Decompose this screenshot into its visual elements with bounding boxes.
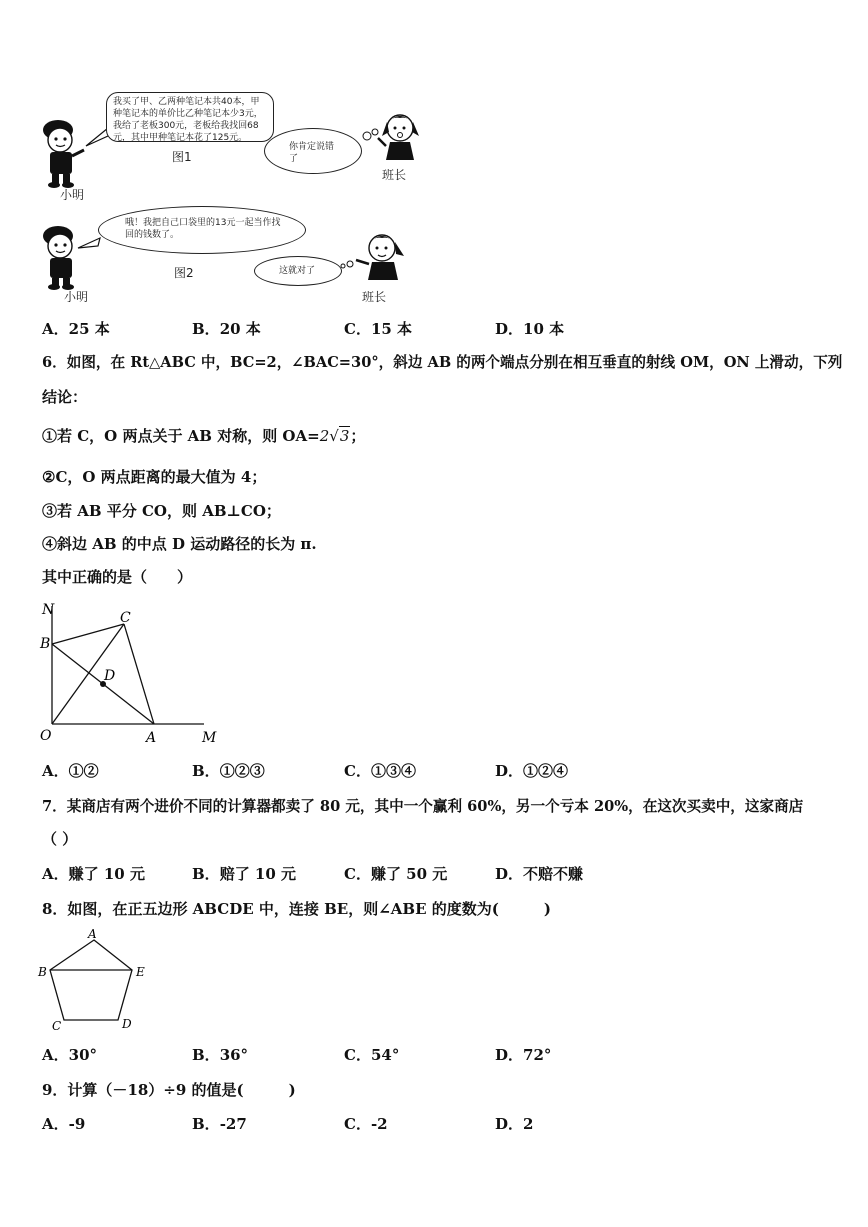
figure-caption-1: 图1 bbox=[172, 150, 192, 164]
q8-stem: 8．如图，在正五边形 ABCDE 中，连接 BE，则∠ABE 的度数为( ) bbox=[42, 900, 551, 918]
label-b: B bbox=[38, 965, 47, 979]
q7-stem-line2: （ ） bbox=[42, 830, 78, 848]
q8-option-b[interactable]: B．36° bbox=[192, 1046, 249, 1064]
label-n: N bbox=[42, 602, 55, 618]
banzhang-thought-bubble-1 bbox=[264, 128, 362, 174]
q6-stem-line2: 结论： bbox=[42, 388, 88, 406]
xiaoming-label-2: 小明 bbox=[64, 290, 89, 304]
q6-option-a[interactable]: A．①② bbox=[42, 762, 99, 780]
xiaoming-speech-bubble-2 bbox=[98, 206, 306, 254]
xiaoming-speech-bubble-1 bbox=[106, 92, 274, 142]
q5-option-c[interactable]: C．15 本 bbox=[344, 320, 413, 338]
q9-option-a[interactable]: A．-9 bbox=[42, 1115, 86, 1133]
q6-ask: 其中正确的是（ ） bbox=[42, 568, 193, 586]
sqrt-symbol: √3 bbox=[329, 427, 350, 445]
label-d: D bbox=[104, 668, 116, 684]
banzhang-reply-text-1: 你肯定说错了 bbox=[289, 142, 335, 164]
pentagon-abcde bbox=[50, 940, 132, 1020]
xiaoming-speech-text-1: 我买了甲、乙两种笔记本共40本，甲种笔记本的单价比乙种笔记本少3元，我给了老板300元，老板给我找回68元，其中甲种笔记本花了125元。 bbox=[113, 97, 263, 143]
q8-option-c[interactable]: C．54° bbox=[344, 1046, 400, 1064]
label-c: C bbox=[120, 610, 131, 626]
label-e: E bbox=[136, 965, 145, 979]
label-a: A bbox=[146, 730, 157, 746]
xiaoming-figure-1 bbox=[43, 120, 84, 188]
q6-statement-4: ④斜边 AB 的中点 D 运动路径的长为 π. bbox=[42, 535, 317, 553]
q6-statement-3: ③若 AB 平分 CO，则 AB⊥CO； bbox=[42, 502, 281, 520]
q9-stem: 9．计算（－18）÷9 的值是( ) bbox=[42, 1081, 296, 1099]
xiaoming-figure-2 bbox=[43, 226, 74, 290]
xiaoming-label-1: 小明 bbox=[60, 188, 85, 202]
q6-option-c[interactable]: C．①③④ bbox=[344, 762, 416, 780]
q7-option-a[interactable]: A．赚了 10 元 bbox=[42, 865, 145, 883]
q6-statement-2: ②C，O 两点距离的最大值为 4； bbox=[42, 468, 267, 486]
banzhang-label-2: 班长 bbox=[362, 290, 387, 304]
label-c: C bbox=[52, 1019, 62, 1033]
banzhang-thought-bubble-2 bbox=[254, 256, 342, 286]
q6-option-b[interactable]: B．①②③ bbox=[192, 762, 265, 780]
banzhang-label-1: 班长 bbox=[382, 168, 407, 182]
xiaoming-speech-text-2: 哦！我把自己口袋里的13元一起当作找回的钱数了。 bbox=[125, 218, 281, 240]
q8-pentagon-figure bbox=[36, 928, 156, 1036]
q9-option-b[interactable]: B．-27 bbox=[192, 1115, 247, 1133]
q8-option-d[interactable]: D．72° bbox=[495, 1046, 552, 1064]
label-d: D bbox=[122, 1017, 132, 1031]
label-o: O bbox=[40, 728, 52, 744]
q5-option-b[interactable]: B．20 本 bbox=[192, 320, 261, 338]
q9-option-d[interactable]: D．2 bbox=[495, 1115, 534, 1133]
q7-option-d[interactable]: D．不赔不赚 bbox=[495, 865, 584, 883]
label-a: A bbox=[88, 928, 97, 941]
banzhang-reply-text-2: 这就对了 bbox=[279, 266, 316, 276]
q5-option-d[interactable]: D．10 本 bbox=[495, 320, 565, 338]
q6-stem-line1: 6．如图，在 Rt△ABC 中，BC=2，∠BAC=30°，斜边 AB 的两个端点分别在相互垂直的射线 OM，ON 上滑动，下列 bbox=[42, 354, 843, 371]
banzhang-figure-2 bbox=[356, 235, 404, 280]
cartoon-figure bbox=[38, 88, 438, 303]
q6-geometry-figure bbox=[36, 600, 226, 750]
q6-statement-1: ①若 C，O 两点关于 AB 对称，则 OA=2√3； bbox=[42, 427, 366, 445]
q8-option-a[interactable]: A．30° bbox=[42, 1046, 98, 1064]
segment-bc bbox=[52, 624, 124, 644]
q7-option-b[interactable]: B．赔了 10 元 bbox=[192, 865, 297, 883]
q7-stem-line1: 7．某商店有两个进价不同的计算器都卖了 80 元，其中一个赢利 60%，另一个亏本 20%，在这次买卖中，这家商店 bbox=[42, 798, 804, 815]
banzhang-figure-1 bbox=[378, 115, 419, 160]
label-b: B bbox=[40, 636, 51, 652]
q5-option-a[interactable]: A．25 本 bbox=[42, 320, 110, 338]
label-m: M bbox=[202, 730, 217, 746]
q7-option-c[interactable]: C．赚了 50 元 bbox=[344, 865, 448, 883]
segment-ca bbox=[124, 624, 154, 724]
figure-caption-2: 图2 bbox=[174, 266, 194, 280]
q9-option-c[interactable]: C．-2 bbox=[344, 1115, 388, 1133]
q6-option-d[interactable]: D．①②④ bbox=[495, 762, 569, 780]
